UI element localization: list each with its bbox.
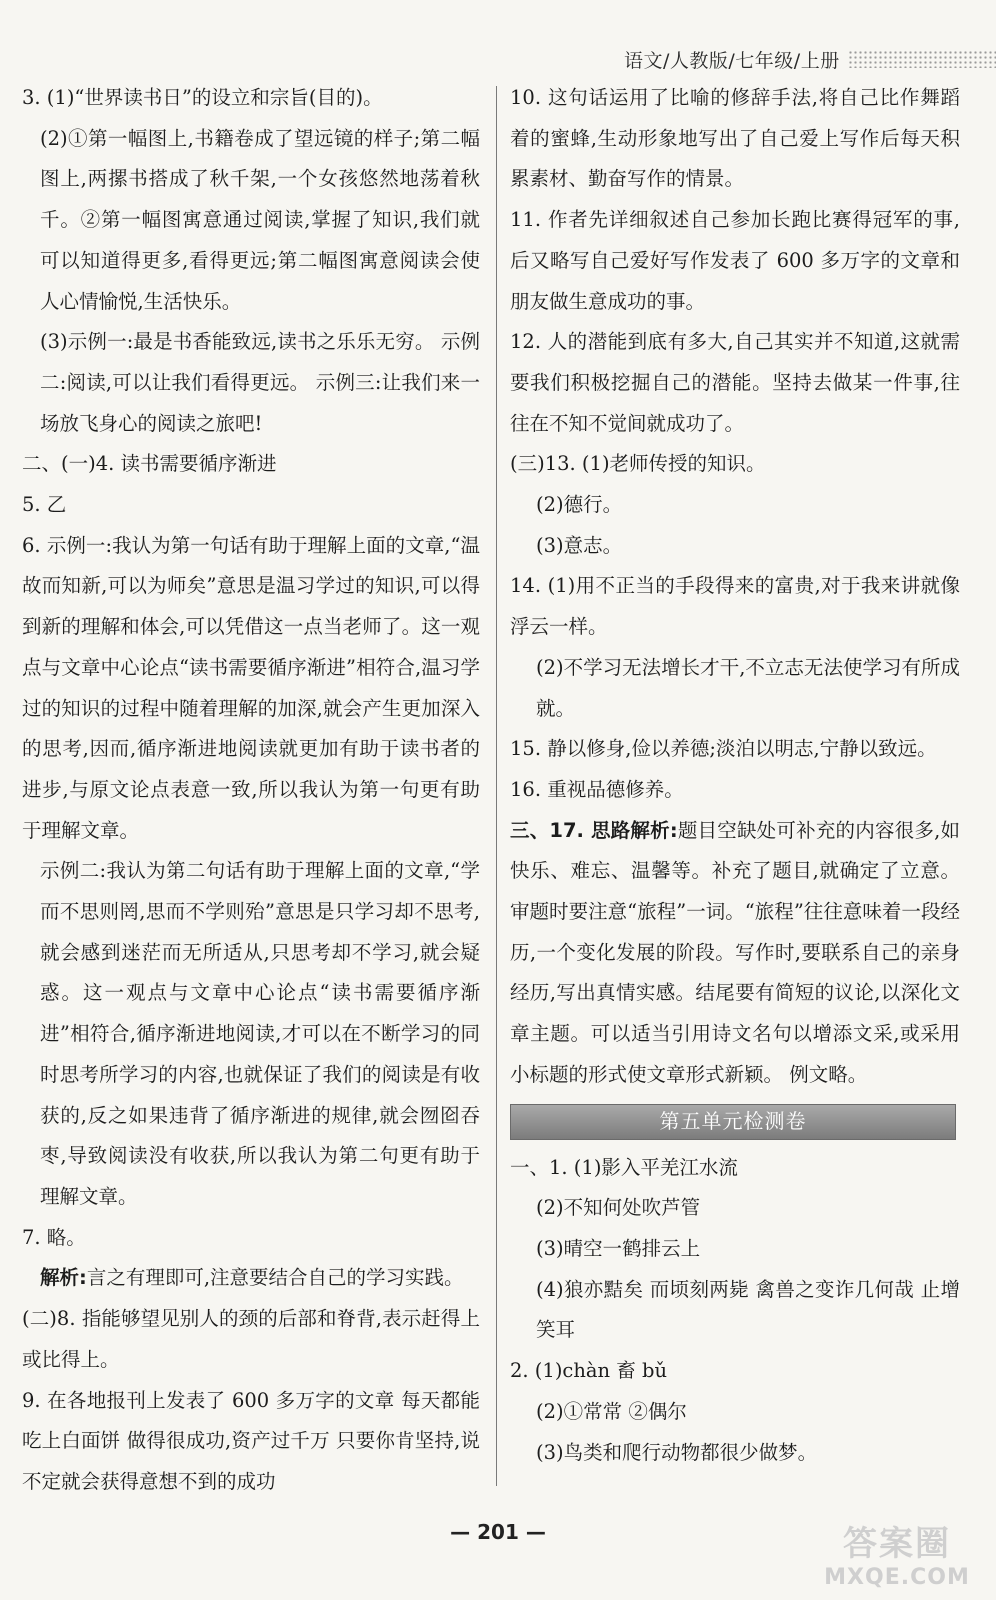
analysis-text: 言之有理即可,注意要结合自己的学习实践。 xyxy=(86,1266,464,1290)
answer-3-1: 3. (1)“世界读书日”的设立和宗旨(目的)。 xyxy=(22,86,383,109)
page-header xyxy=(624,44,996,74)
right-column xyxy=(510,78,960,1478)
analysis-label: 解析: xyxy=(40,1266,87,1290)
answer-16: 16. 重视品德修养。 xyxy=(510,777,684,801)
unit5-answer-1-3: (3)晴空一鹤排云上 xyxy=(536,1236,701,1260)
answer-7-analysis xyxy=(22,1258,480,1299)
column-divider xyxy=(496,86,497,1486)
answer-4: 二、(一)4. 读书需要循序渐进 xyxy=(22,452,277,476)
header-title: 语文/人教版/七年级/上册 xyxy=(624,49,840,72)
answer-7: 7. 略。 xyxy=(22,1225,86,1249)
answer-13-2: (2)德行。 xyxy=(536,493,623,517)
answer-6-example-1: 6. 示例一:我认为第一句话有助于理解上面的文章,“温故而知新,可以为师矣”意思是温习学过的知识,可以得到新的理解和体会,可以凭借这一点当老师了。这一观点与文章中心论点“读书需要循序渐进”相符合,温习学过的知识的过程中随着理解的加深,就会产生更加深入的思考,因而,循序渐进地阅读就更加有助于读书者的进步,与原文论点表意一致,所以我认为第一句更有助于理解文章。 xyxy=(22,533,480,842)
unit5-answer-2-2: (2)①常常 ②偶尔 xyxy=(536,1399,687,1423)
answer-5: 5. 乙 xyxy=(22,493,67,517)
unit5-answer-1-1: 一、1. (1)影入平羌江水流 xyxy=(510,1155,738,1179)
page-number: — 201 — xyxy=(450,1520,546,1544)
unit5-answer-1-2: (2)不知何处吹芦管 xyxy=(536,1196,701,1220)
answer-3-2: (2)①第一幅图上,书籍卷成了望远镜的样子;第二幅图上,两摞书搭成了秋千架,一个女孩悠然地荡着秋千。②第一幅图寓意通过阅读,掌握了知识,我们就可以知道得更多,看得更远;第二幅图寓意阅读会使人心情愉悦,生活快乐。 xyxy=(40,126,480,313)
answer-17 xyxy=(510,811,960,1096)
thinking-analysis-text: 题目空缺处可补充的内容很多,如快乐、难忘、温馨等。补充了题目,就确定了立意。审题时要注意“旅程”一词。“旅程”往往意味着一段经历,一个变化发展的阶段。写作时,要联系自己的亲身经历,写出真情实感。结尾要有简短的议论,以深化文章主题。可以适当引用诗文名句以增添文采,或采用小标题的形式使文章形式新颖。 例文略。 xyxy=(510,818,960,1086)
answer-8: (二)8. 指能够望见别人的颈的后部和脊背,表示赶得上或比得上。 xyxy=(22,1307,480,1371)
unit5-answer-2-3: (3)鸟类和爬行动物都很少做梦。 xyxy=(536,1440,818,1464)
answer-14-2: (2)不学习无法增长才干,不立志无法使学习有所成就。 xyxy=(536,655,960,720)
header-dot-pattern xyxy=(848,50,996,68)
unit-five-test-banner xyxy=(510,1104,956,1140)
answer-3-3: (3)示例一:最是书香能致远,读书之乐乐无穷。 示例二:阅读,可以让我们看得更远。 示例三:让我们来一场放飞身心的阅读之旅吧! xyxy=(40,330,480,435)
thinking-analysis-label: 三、17. 思路解析: xyxy=(510,818,678,842)
site-watermark-logo xyxy=(812,1522,982,1594)
answer-11: 11. 作者先详细叙述自己参加长跑比赛得冠军的事,后又略写自己爱好写作发表了 600 多万字的文章和朋友做生意成功的事。 xyxy=(510,208,960,313)
left-column xyxy=(22,78,480,1493)
answer-12: 12. 人的潜能到底有多大,自己其实并不知道,这就需要我们积极挖掘自己的潜能。坚持去做某一件事,往往在不知不觉间就成功了。 xyxy=(510,330,960,435)
answer-15: 15. 静以修身,俭以养德;淡泊以明志,宁静以致远。 xyxy=(510,737,937,761)
answer-13-1: (三)13. (1)老师传授的知识。 xyxy=(510,452,766,476)
banner-title: 第五单元检测卷 xyxy=(659,1109,807,1134)
answer-13-3: (3)意志。 xyxy=(536,533,623,557)
watermark-title: 答案圈 xyxy=(843,1524,951,1564)
answer-10: 10. 这句话运用了比喻的修辞手法,将自己比作舞蹈着的蜜蜂,生动形象地写出了自己爱上写作后每天积累素材、勤奋写作的情景。 xyxy=(510,86,960,191)
unit5-answer-2-1: 2. (1)chàn 畜 bǔ xyxy=(510,1359,668,1383)
answer-14-1: 14. (1)用不正当的手段得来的富贵,对于我来讲就像浮云一样。 xyxy=(510,574,960,639)
answer-9: 9. 在各地报刊上发表了 600 多万字的文章 每天都能吃上白面饼 做得很成功,资产过千万 只要你肯坚持,说不定就会获得意想不到的成功 xyxy=(22,1388,480,1493)
answer-6-example-2: 示例二:我认为第二句话有助于理解上面的文章,“学而不思则罔,思而不学则殆”意思是只学习却不思考,就会感到迷茫而无所适从,只思考却不学习,就会疑惑。这一观点与文章中心论点“读书需要循序渐进”相符合,循序渐进地阅读,才可以在不断学习的同时思考所学习的内容,也就保证了我们的阅读是有收获的,反之如果违背了循序渐进的规律,就会囫囵吞枣,导致阅读没有收获,所以我认为第二句更有助于理解文章。 xyxy=(40,859,480,1208)
unit5-answer-1-4: (4)狼亦黠矣 而顷刻两毙 禽兽之变诈几何哉 止增笑耳 xyxy=(536,1277,960,1342)
watermark-url: MXQE.COM xyxy=(824,1565,970,1590)
